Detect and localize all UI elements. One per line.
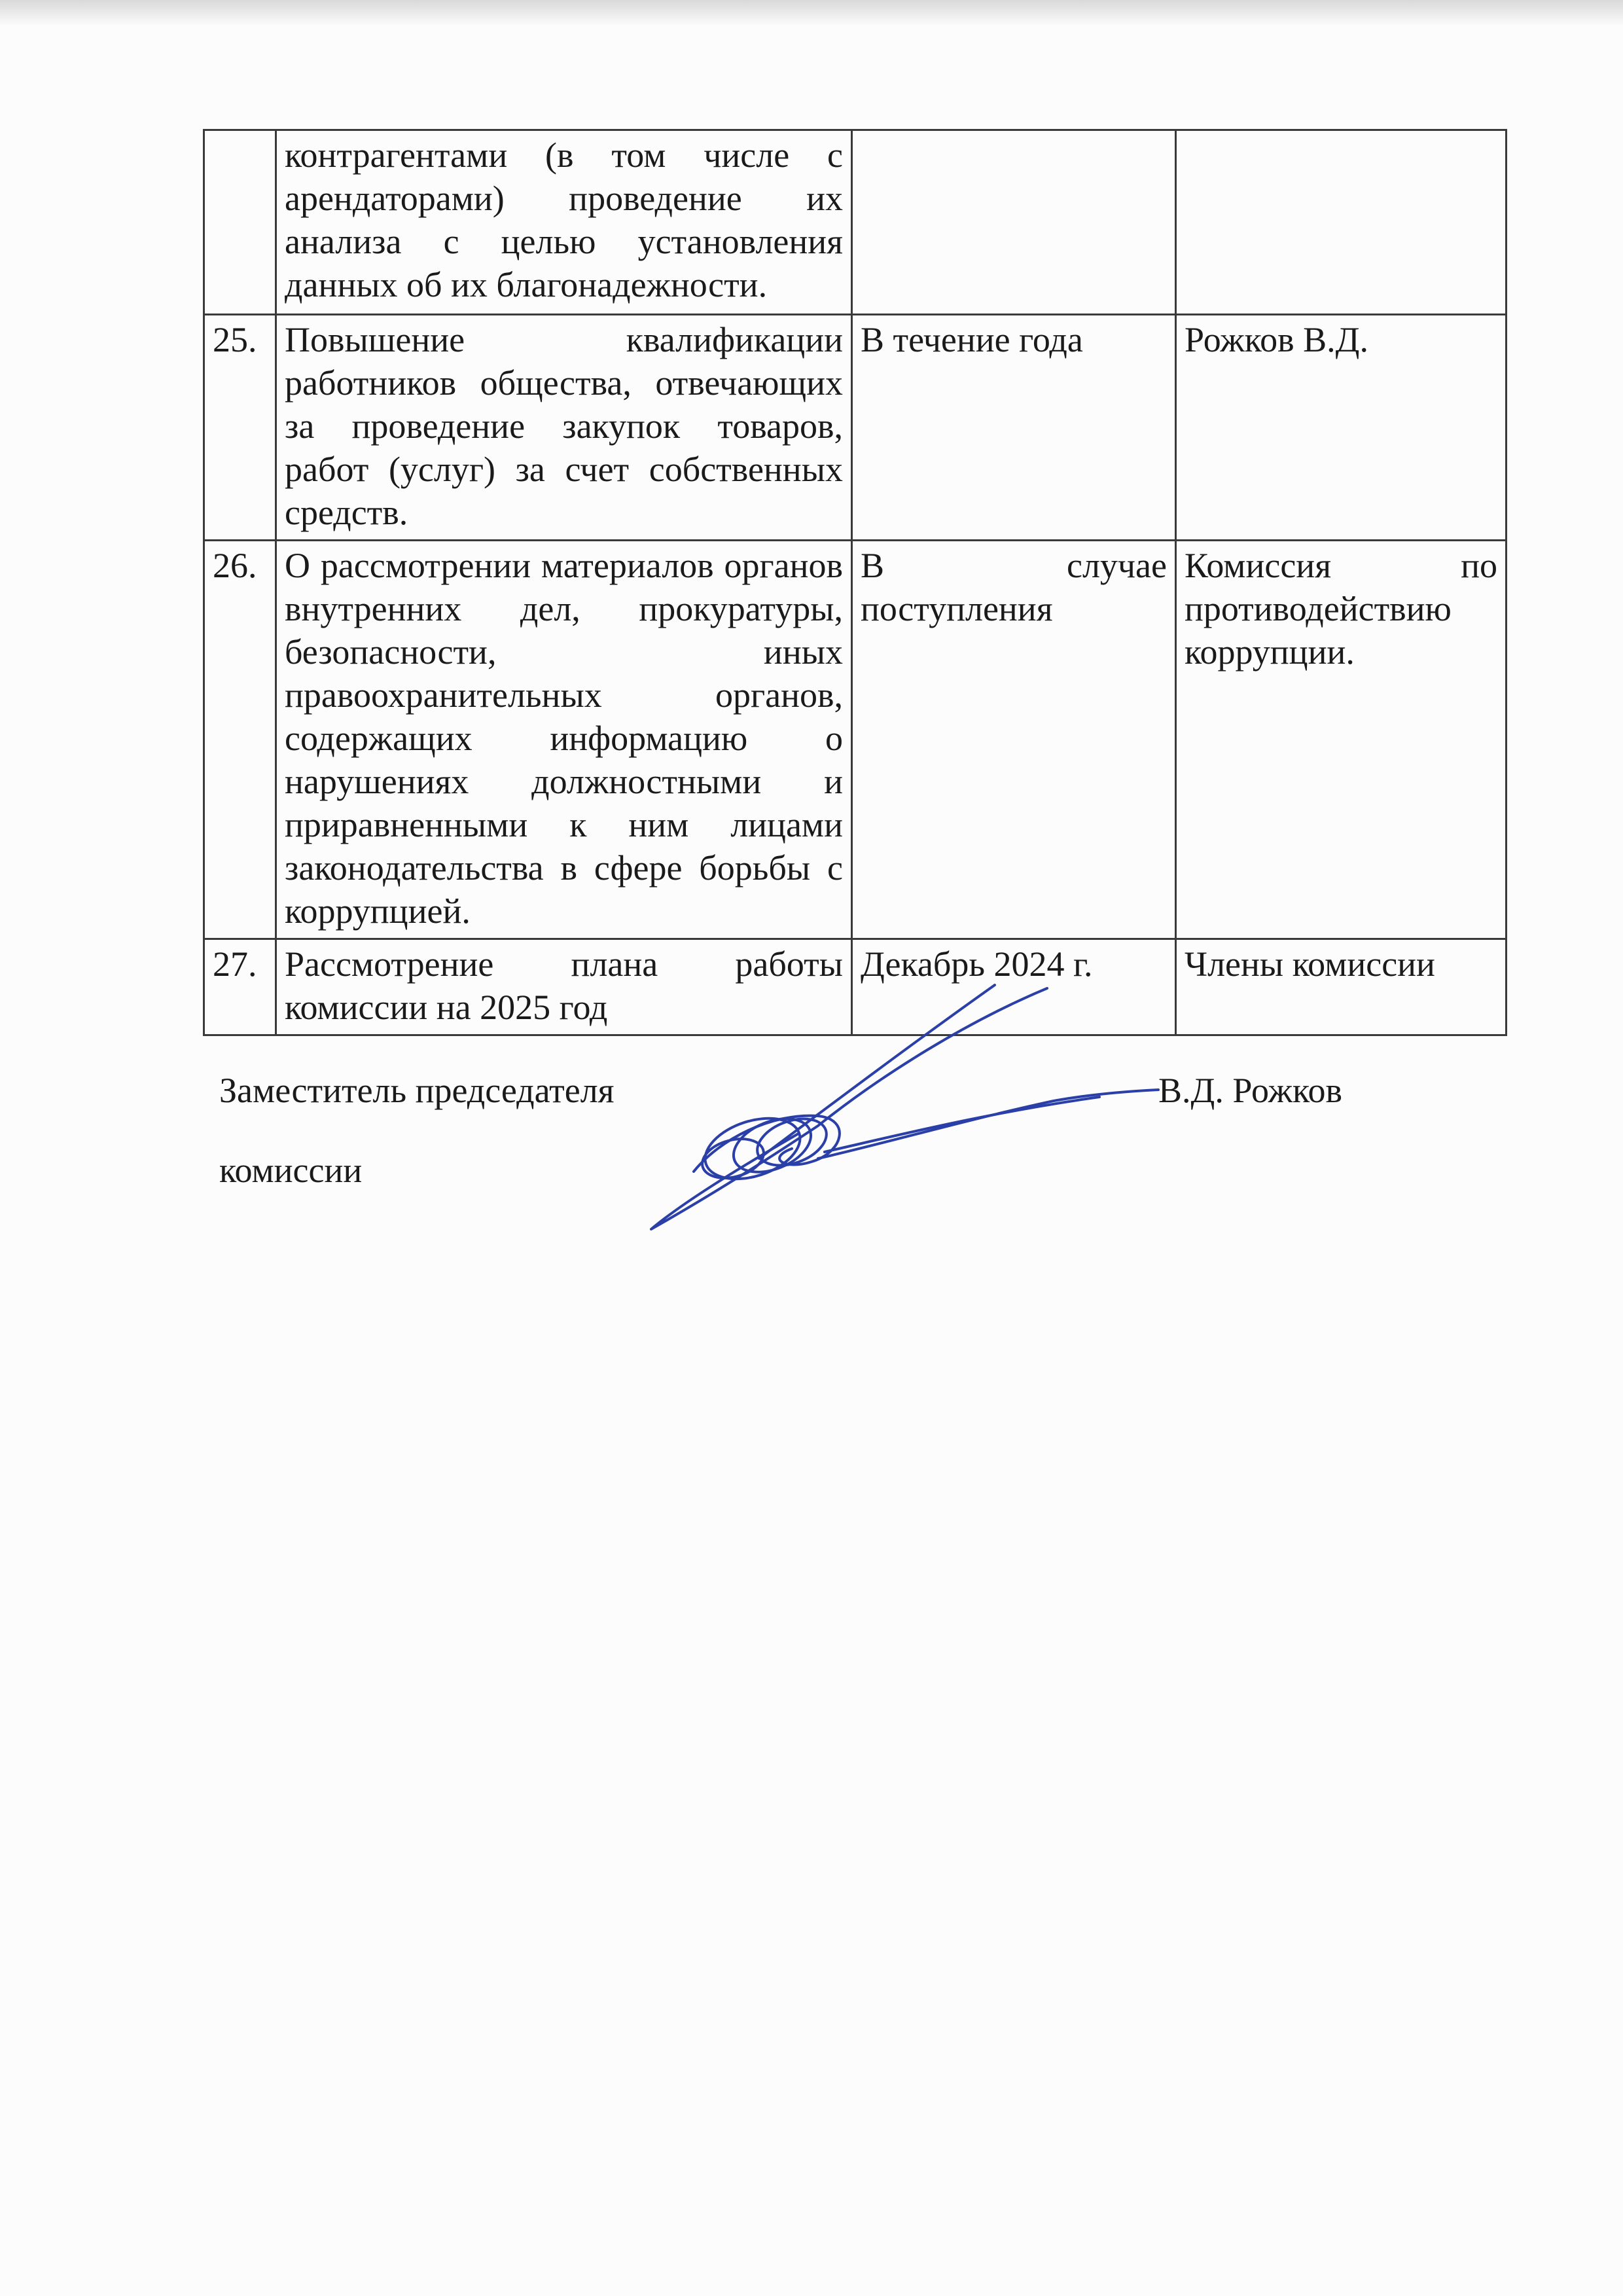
scan-top-edge <box>0 0 1623 26</box>
row-term: В течение года <box>852 315 1176 541</box>
row-responsible: Члены комиссии <box>1176 939 1507 1035</box>
row-responsible: Рожков В.Д. <box>1176 315 1507 541</box>
table-row <box>204 541 1507 939</box>
row-term <box>852 130 1176 315</box>
row-responsible <box>1176 130 1507 315</box>
row-term: Декабрь 2024 г. <box>852 939 1176 1035</box>
row-responsible: Комиссия по противодействию коррупции. <box>1176 541 1507 939</box>
signer-position-line2: комиссии <box>219 1151 363 1190</box>
row-task: Рассмотрение плана работы комиссии на 2025 год <box>276 939 852 1035</box>
row-number <box>204 130 276 315</box>
row-term: В случае поступления <box>852 541 1176 939</box>
row-task: Повышение квалификации работников общества, отвечающих за проведение закупок товаров, работ (услуг) за счет собственных средств. <box>276 315 852 541</box>
row-number: 27. <box>204 939 276 1035</box>
row-task: контрагентами (в том числе с арендаторами) проведение их анализа с целью установления данных об их благонадежности. <box>276 130 852 315</box>
row-number: 26. <box>204 541 276 939</box>
row-number: 25. <box>204 315 276 541</box>
handwritten-signature <box>602 962 1191 1270</box>
plan-table <box>203 129 1507 1036</box>
row-task: О рассмотрении материалов органов внутренних дел, прокуратуры, безопасности, иных правоохранительных органов, содержащих информацию о нарушениях должностными и приравненными к ним лицами законодательства в сфере борьбы с коррупцией. <box>276 541 852 939</box>
table-row <box>204 130 1507 315</box>
signer-position-line1: Заместитель председателя <box>219 1071 615 1110</box>
table-row <box>204 315 1507 541</box>
signer-name: В.Д. Рожков <box>1158 1071 1342 1110</box>
